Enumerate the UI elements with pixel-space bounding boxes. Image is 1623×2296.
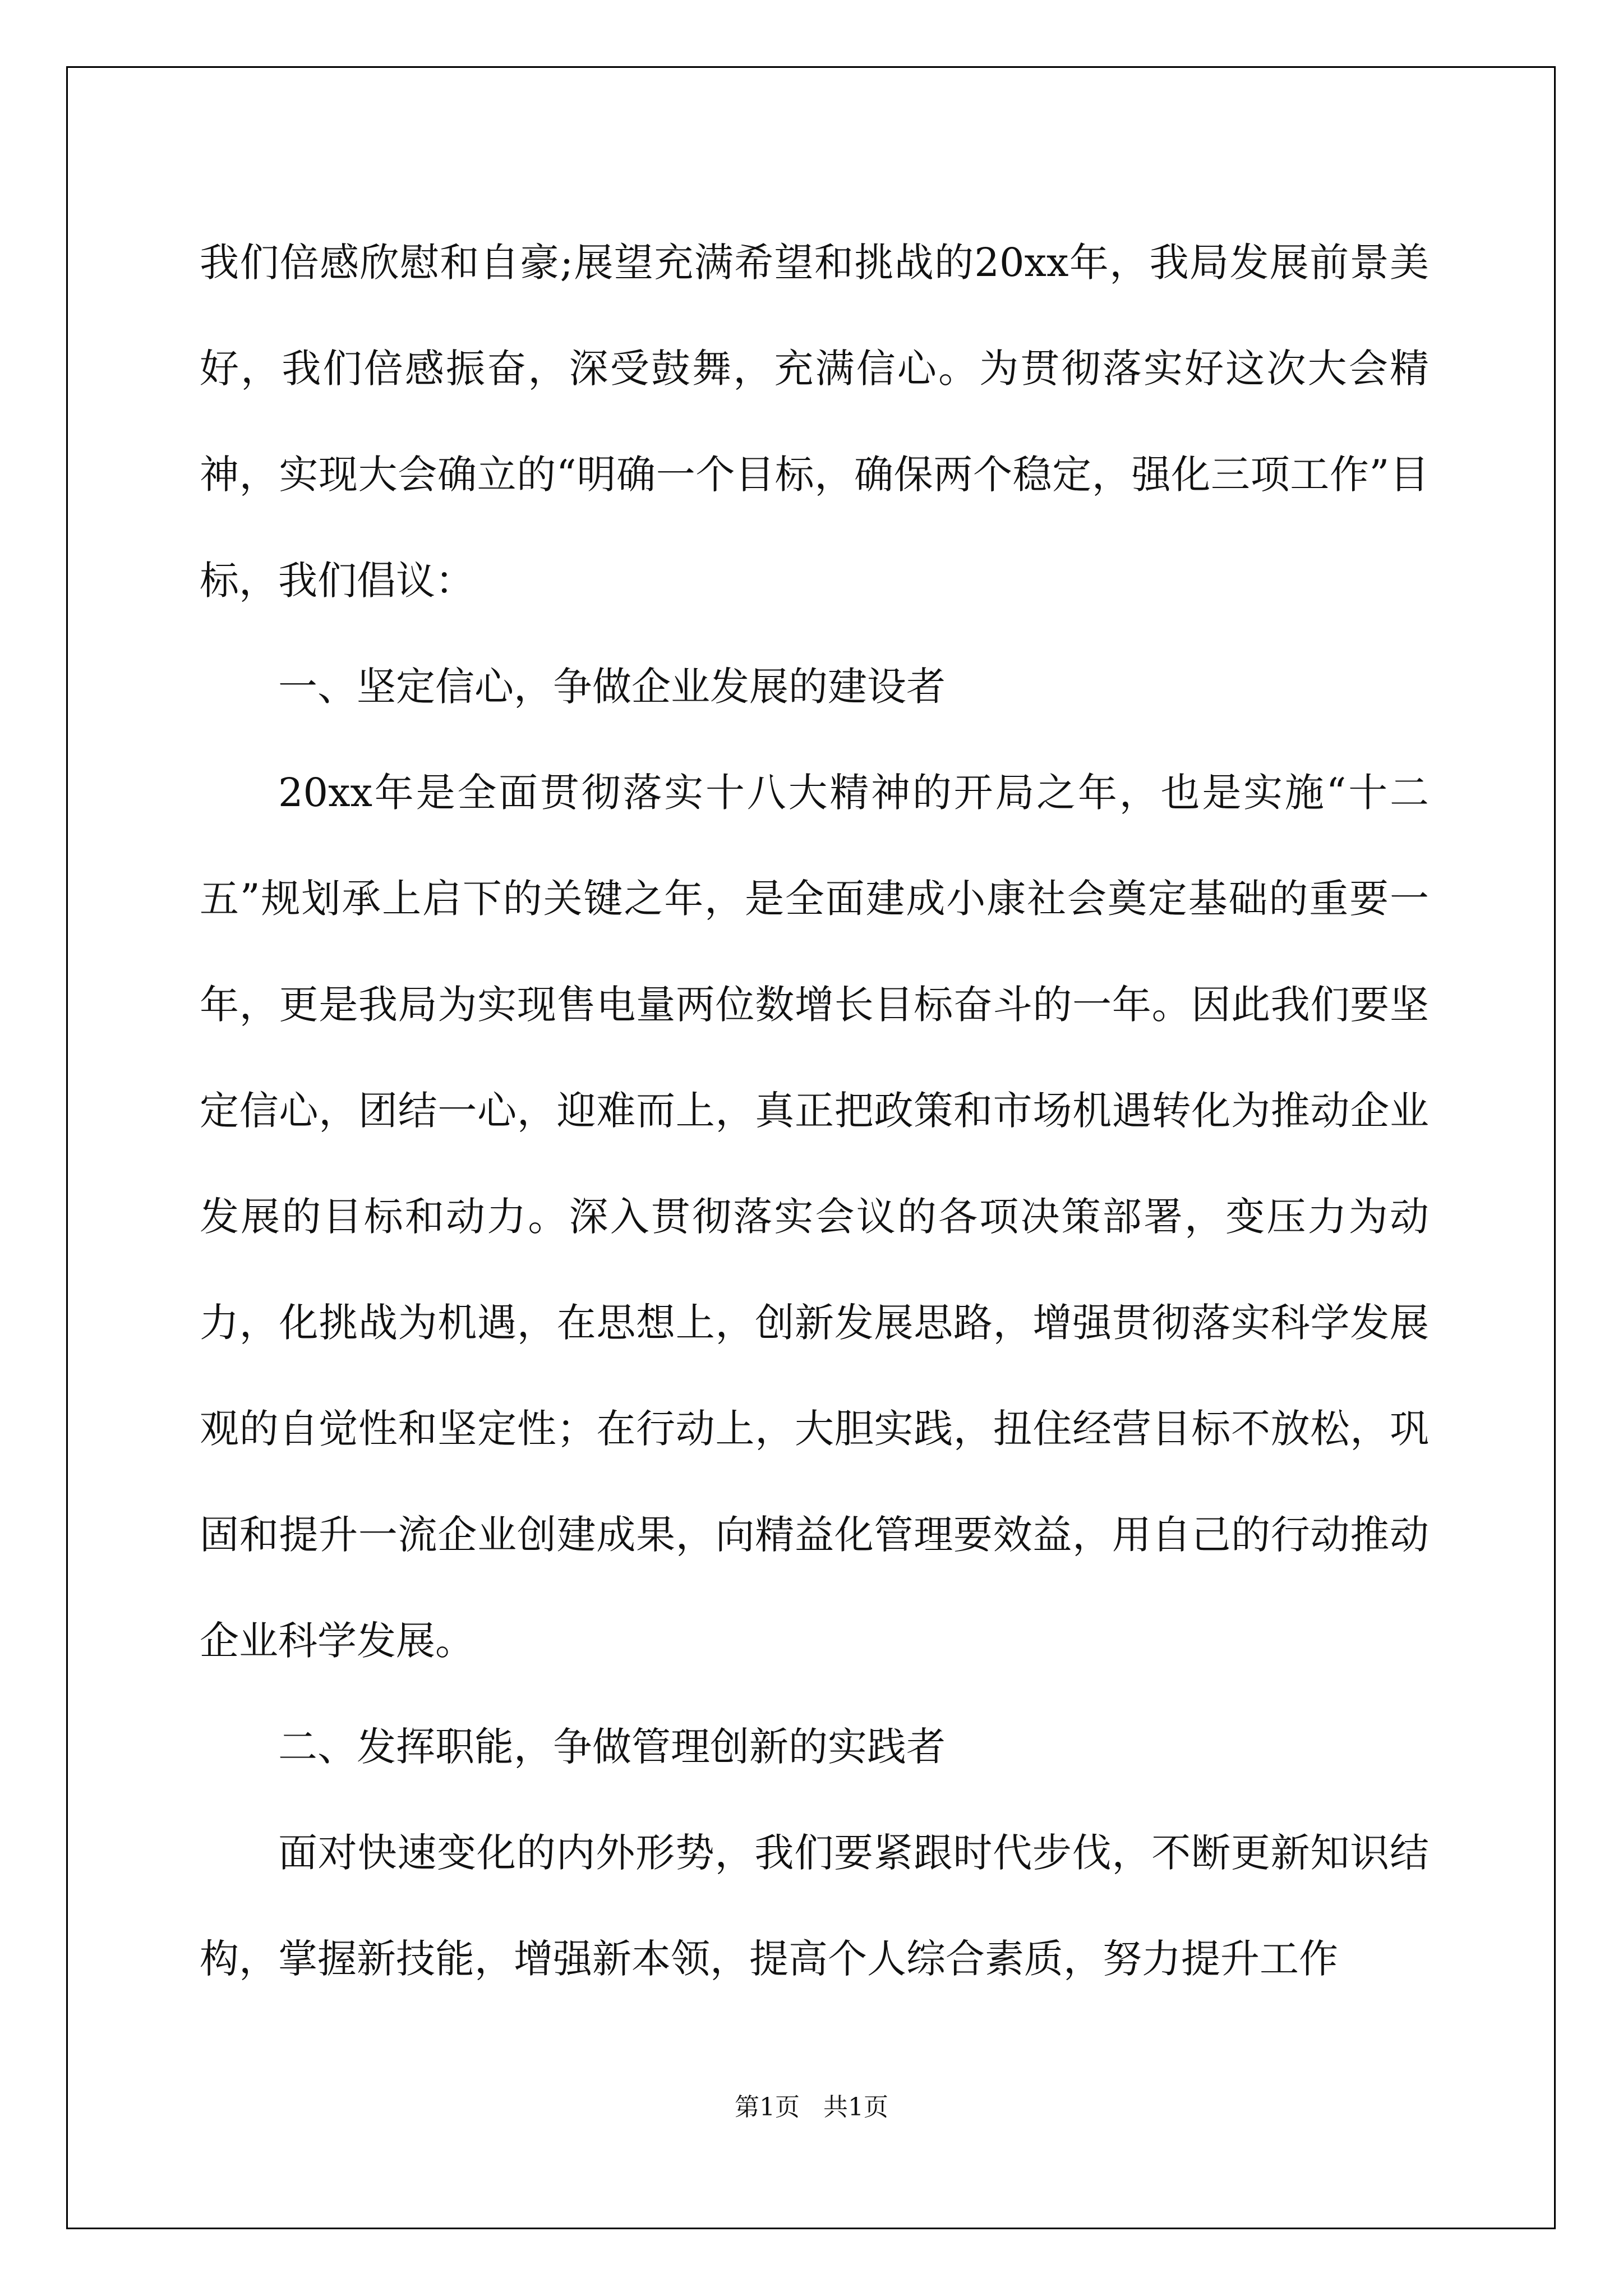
paragraph-section-2: 面对快速变化的内外形势，我们要紧跟时代步伐，不断更新知识结构，掌握新技能，增强新本领，提高个人综合素质，努力提升工作	[200, 1830, 1429, 1982]
document-body	[200, 210, 1429, 2012]
section-heading-2: 二、发挥职能，争做管理创新的实践者	[278, 1724, 946, 1770]
paragraph-section-1: 20xx年是全面贯彻落实十八大精神的开局之年，也是实施“十二五”规划承上启下的关键之年，是全面建成小康社会奠定基础的重要一年，更是我局为实现售电量两位数增长目标奋斗的一年。因此我们要坚定信心，团结一心，迎难而上，真正把政策和市场机遇转化为推动企业发展的目标和动力。深入贯彻落实会议的各项决策部署，变压力为动力，化挑战为机遇，在思想上，创新发展思路，增强贯彻落实科学发展观的自觉性和坚定性；在行动上，大胆实践，扭住经营目标不放松，巩固和提升一流企业创建成果，向精益化管理要效益，用自己的行动推动企业科学发展。	[200, 770, 1429, 1664]
paragraph-intro: 我们倍感欣慰和自豪;展望充满希望和挑战的20xx年，我局发展前景美好，我们倍感振奋，深受鼓舞，充满信心。为贯彻落实好这次大会精神，实现大会确立的“明确一个目标，确保两个稳定，强化三项工作”目标，我们倡议：	[200, 240, 1429, 604]
section-heading-1: 一、坚定信心，争做企业发展的建设者	[278, 664, 946, 710]
page-footer: 第1页 共1页	[735, 2093, 888, 2122]
